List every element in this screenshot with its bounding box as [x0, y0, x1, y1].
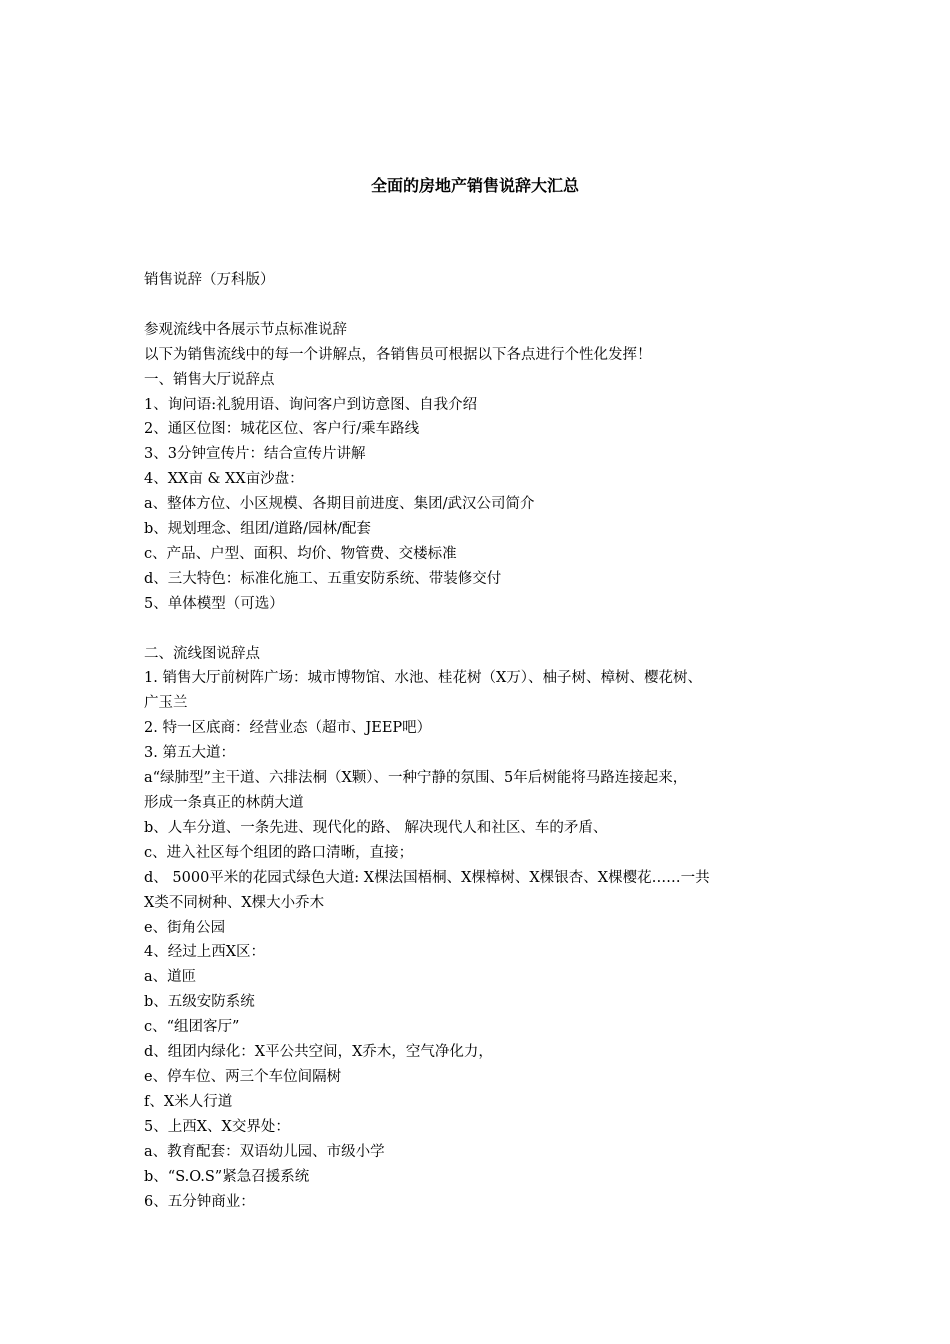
section1-line: 4、XX亩 & XX亩沙盘： — [144, 471, 304, 488]
blank-line — [144, 293, 812, 318]
section-intro-text: 以下为销售流线中的每一个讲解点，各销售员可根据以下各点进行个性化发挥！ — [144, 346, 652, 363]
section2-line: b、人车分道、一条先进、现代化的路、 解决现代人和社区、车的矛盾、 — [144, 819, 608, 836]
section1-line: 3、3分钟宣传片：结合宣传片讲解 — [144, 446, 366, 463]
section1-line: 2、通区位图：城花区位、客户行/乘车路线 — [144, 421, 420, 438]
blank-line — [144, 617, 812, 642]
section2-line: 4、经过上西X区： — [144, 944, 266, 961]
section2-line: 2. 特一区底商：经营业态（超市、JEEP吧） — [144, 720, 432, 737]
section1-line: a、整体方位、小区规模、各期目前进度、集团/武汉公司简介 — [144, 496, 535, 513]
document-body — [144, 268, 812, 1214]
section2-line: e、街角公园 — [144, 919, 226, 936]
section2-heading: 二、流线图说辞点 — [144, 645, 260, 662]
section2-line: c、进入社区每个组团的路口清晰，直接； — [144, 844, 414, 861]
section2-line: a、道匝 — [144, 969, 197, 986]
section1-line: b、规划理念、组团/道路/园林/配套 — [144, 521, 371, 538]
section2-line: d、组团内绿化：X平公共空间，X乔木，空气净化力， — [144, 1044, 493, 1061]
section2-line: X类不同树种、X棵大小乔木 — [144, 894, 325, 911]
section1-list — [144, 393, 812, 617]
document-subtitle: 销售说辞（万科版） — [144, 272, 275, 288]
section2-line: b、五级安防系统 — [144, 994, 255, 1011]
section2-line: f、X米人行道 — [144, 1093, 233, 1110]
section1-heading: 一、销售大厅说辞点 — [144, 371, 275, 388]
section1-line: c、产品、户型、面积、均价、物管费、交楼标准 — [144, 545, 457, 562]
section2-line: 5、上西X、X交界处： — [144, 1118, 290, 1135]
section2-list — [144, 666, 812, 1214]
document-title: 全面的房地产销售说辞大汇总 — [370, 176, 579, 195]
section2-line: a、教育配套：双语幼儿园、市级小学 — [144, 1143, 385, 1160]
section2-line: c、“组团客厅” — [144, 1019, 240, 1036]
section2-line: 形成一条真正的林荫大道 — [144, 795, 304, 811]
section2-line: 广玉兰 — [144, 695, 188, 712]
section2-line: e、停车位、两三个车位间隔树 — [144, 1068, 342, 1085]
section2-line: b、“S.O.S”紧急召援系统 — [144, 1168, 310, 1185]
section1-line: 1、询问语:礼貌用语、询问客户到访意图、自我介绍 — [144, 396, 478, 413]
section2-line: 1. 销售大厅前树阵广场：城市博物馆、水池、桂花树（X万）、柚子树、樟树、樱花树、 — [144, 670, 703, 687]
section2-line: d、 5000平米的花园式绿色大道: X棵法国梧桐、X棵樟树、X棵银杏、X棵樱花……一共 — [144, 869, 710, 886]
section1-line: d、三大特色：标准化施工、五重安防系统、带装修交付 — [144, 570, 502, 587]
section1-line: 5、单体模型（可选） — [144, 595, 284, 612]
section2-line: 6、五分钟商业： — [144, 1193, 255, 1210]
section-intro-heading: 参观流线中各展示节点标准说辞 — [144, 321, 347, 338]
section2-line: 3. 第五大道： — [144, 745, 235, 762]
section2-line: a“绿肺型”主干道、六排法桐（X颗）、一种宁静的氛围、5年后树能将马路连接起来， — [144, 770, 688, 787]
